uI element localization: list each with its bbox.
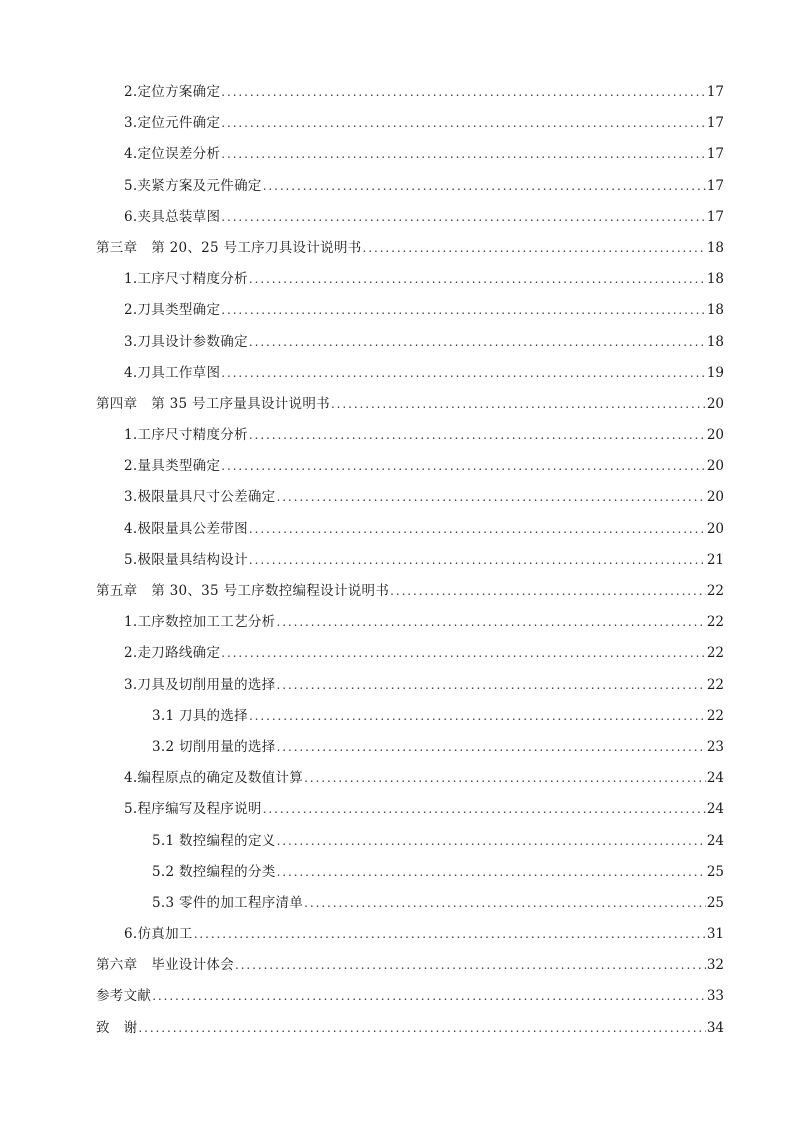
- toc-entry-page-number: 33: [706, 988, 724, 1005]
- toc-entry[interactable]: [0, 389, 800, 420]
- toc-entry-page-number: 18: [706, 271, 724, 288]
- toc-entry-title: 2.刀具类型确定: [124, 302, 221, 319]
- toc-entry-page-number: 18: [706, 239, 724, 256]
- toc-dot-leader: [235, 950, 706, 981]
- toc-entry-title: 2.定位方案确定: [124, 84, 221, 100]
- toc-dot-leader: [276, 670, 705, 701]
- toc-entry-title: 第三章 第 20、25 号工序刀具设计说明书: [96, 239, 362, 256]
- toc-dot-leader: [276, 482, 705, 513]
- toc-dot-leader: [221, 451, 706, 482]
- toc-entry[interactable]: [0, 763, 800, 794]
- toc-entry-title: 第四章 第 35 号工序量具设计说明书: [96, 395, 330, 412]
- toc-dot-leader: [249, 327, 706, 358]
- toc-dot-leader: [276, 607, 705, 638]
- toc-entry[interactable]: [0, 264, 800, 295]
- toc-entry[interactable]: [0, 670, 800, 701]
- toc-entry-page-number: 17: [706, 115, 724, 132]
- toc-entry-page-number: 34: [706, 1019, 724, 1036]
- toc-dot-leader: [221, 139, 706, 170]
- toc-entry-title: 3.极限量具尺寸公差确定: [124, 489, 276, 506]
- toc-entry-title: 5.夹紧方案及元件确定: [124, 177, 262, 194]
- toc-dot-leader: [263, 794, 706, 825]
- toc-entry-title: 4.刀具工作草图: [124, 364, 221, 381]
- toc-entry-page-number: 17: [706, 84, 724, 100]
- toc-dot-leader: [221, 77, 706, 108]
- toc-entry[interactable]: [0, 701, 800, 732]
- toc-entry-title: 5.1 数控编程的定义: [152, 832, 276, 849]
- toc-entry[interactable]: [0, 950, 800, 981]
- toc-dot-leader: [277, 826, 706, 857]
- toc-entry-page-number: 22: [706, 707, 724, 724]
- toc-dot-leader: [249, 264, 706, 295]
- toc-entry-title: 第五章 第 30、35 号工序数控编程设计说明书: [96, 583, 390, 599]
- toc-entry[interactable]: [0, 576, 800, 607]
- toc-entry-page-number: 21: [706, 551, 724, 568]
- toc-entry[interactable]: [0, 1013, 800, 1044]
- toc-entry-title: 5.2 数控编程的分类: [152, 863, 276, 880]
- toc-dot-leader: [363, 233, 706, 264]
- toc-entry-title: 3.2 切削用量的选择: [152, 738, 276, 755]
- toc-entry-title: 4.定位误差分析: [124, 146, 221, 163]
- toc-entry[interactable]: [0, 919, 800, 950]
- toc-entry-page-number: 20: [706, 489, 724, 506]
- toc-entry-title: 第六章 毕业设计体会: [96, 957, 234, 974]
- toc-dot-leader: [221, 638, 706, 669]
- toc-entry-page-number: 20: [706, 520, 724, 537]
- toc-entry[interactable]: [0, 327, 800, 358]
- toc-entry[interactable]: [0, 826, 800, 857]
- toc-entry-page-number: 25: [706, 863, 724, 880]
- toc-entry[interactable]: [0, 545, 800, 576]
- toc-entry-title: 3.刀具设计参数确定: [124, 333, 248, 350]
- toc-entry-title: 5.3 零件的加工程序清单: [152, 894, 304, 911]
- toc-dot-leader: [152, 981, 706, 1012]
- toc-dot-leader: [194, 919, 706, 950]
- toc-entry[interactable]: [0, 77, 800, 108]
- toc-entry-title: 6.仿真加工: [124, 926, 193, 943]
- toc-entry-title: 3.定位元件确定: [124, 115, 221, 132]
- toc-entry-page-number: 24: [706, 832, 724, 849]
- toc-entry[interactable]: [0, 358, 800, 389]
- toc-entry-page-number: 17: [706, 177, 724, 194]
- toc-dot-leader: [221, 295, 706, 326]
- toc-dot-leader: [138, 1013, 705, 1044]
- toc-entry-page-number: 18: [706, 333, 724, 350]
- toc-entry-page-number: 22: [706, 614, 724, 631]
- toc-entry-page-number: 24: [706, 770, 724, 787]
- toc-entry-title: 2.走刀路线确定: [124, 645, 221, 662]
- toc-entry[interactable]: [0, 420, 800, 451]
- toc-entry[interactable]: [0, 607, 800, 638]
- toc-dot-leader: [221, 202, 706, 233]
- toc-dot-leader: [331, 389, 706, 420]
- toc-dot-leader: [263, 171, 706, 202]
- toc-entry-title: 致 谢: [96, 1019, 138, 1036]
- toc-entry-page-number: 23: [706, 738, 724, 755]
- toc-dot-leader: [277, 857, 706, 888]
- toc-entry[interactable]: [0, 888, 800, 919]
- toc-entry[interactable]: [0, 108, 800, 139]
- toc-entry-page-number: 20: [706, 458, 724, 475]
- toc-dot-leader: [304, 888, 706, 919]
- toc-entry[interactable]: [0, 857, 800, 888]
- toc-entry-title: 5.程序编写及程序说明: [124, 801, 262, 818]
- toc-entry[interactable]: [0, 514, 800, 545]
- toc-entry-page-number: 19: [706, 364, 724, 381]
- toc-entry-page-number: 22: [706, 583, 724, 599]
- toc-entry-title: 4.编程原点的确定及数值计算: [124, 770, 304, 787]
- toc-dot-leader: [249, 514, 706, 545]
- toc-dot-leader: [249, 701, 706, 732]
- toc-entry-title: 5.极限量具结构设计: [124, 551, 248, 568]
- toc-entry[interactable]: [0, 171, 800, 202]
- toc-dot-leader: [221, 108, 706, 139]
- toc-entry[interactable]: [0, 139, 800, 170]
- toc-entry-title: 参考文献: [96, 988, 152, 1005]
- toc-entry[interactable]: [0, 451, 800, 482]
- toc-entry[interactable]: [0, 482, 800, 513]
- toc-entry-title: 6.夹具总装草图: [124, 208, 221, 225]
- toc-entry-title: 3.刀具及切削用量的选择: [124, 676, 276, 693]
- toc-entry-page-number: 18: [706, 302, 724, 319]
- toc-dot-leader: [249, 420, 706, 451]
- toc-entry[interactable]: [0, 981, 800, 1012]
- toc-entry-page-number: 22: [706, 676, 724, 693]
- toc-entry-title: 1.工序数控加工工艺分析: [124, 614, 276, 631]
- toc-entry[interactable]: [0, 638, 800, 669]
- toc-entry-page-number: 32: [706, 957, 724, 974]
- toc-entry-page-number: 17: [706, 208, 724, 225]
- toc-entry-page-number: 22: [706, 645, 724, 662]
- toc-entry[interactable]: [0, 295, 800, 326]
- toc-entry[interactable]: [0, 233, 800, 264]
- toc-entry[interactable]: [0, 202, 800, 233]
- toc-entry-title: 1.工序尺寸精度分析: [124, 427, 248, 444]
- table-of-contents: [0, 77, 800, 1044]
- toc-entry-title: 2.量具类型确定: [124, 458, 221, 475]
- toc-dot-leader: [249, 545, 706, 576]
- toc-entry-title: 3.1 刀具的选择: [152, 707, 248, 724]
- toc-entry-page-number: 25: [706, 894, 724, 911]
- toc-dot-leader: [221, 358, 706, 389]
- toc-dot-leader: [304, 763, 706, 794]
- toc-dot-leader: [390, 576, 706, 607]
- toc-entry-page-number: 20: [706, 427, 724, 444]
- toc-dot-leader: [277, 732, 706, 763]
- toc-entry-page-number: 31: [706, 926, 724, 943]
- toc-entry-title: 1.工序尺寸精度分析: [124, 271, 248, 288]
- toc-entry-page-number: 24: [706, 801, 724, 818]
- toc-entry-page-number: 17: [706, 146, 724, 163]
- toc-entry[interactable]: [0, 732, 800, 763]
- toc-entry[interactable]: [0, 794, 800, 825]
- toc-entry-page-number: 20: [706, 395, 724, 412]
- toc-entry-title: 4.极限量具公差带图: [124, 520, 248, 537]
